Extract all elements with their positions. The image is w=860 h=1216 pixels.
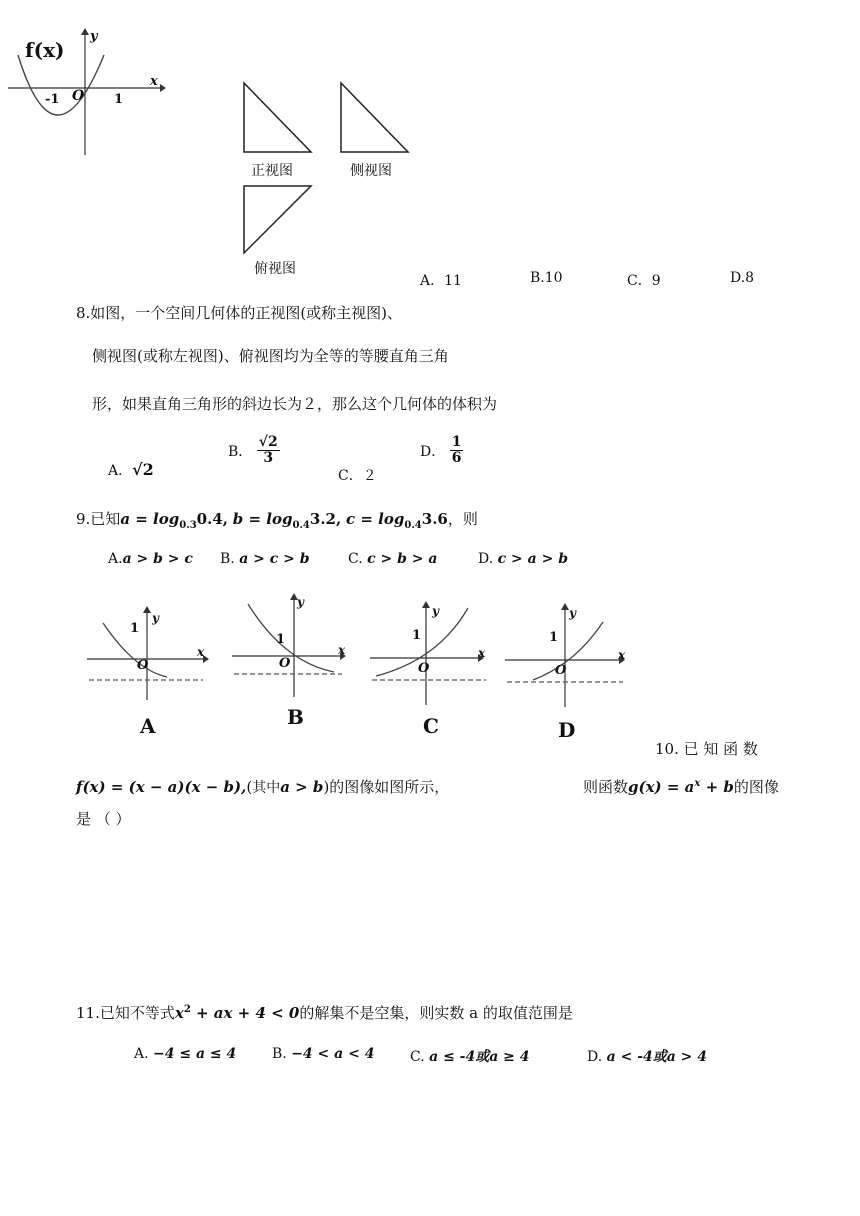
q8-line-2: 侧视图(或称左视图)、俯视图均为全等的等腰直角三角	[92, 347, 449, 365]
q9-suffix: ，则	[447, 510, 478, 528]
q9-c-arg: 3.6	[421, 510, 448, 528]
q9-option-b	[220, 551, 310, 567]
q11-option-c-label: C.	[410, 1049, 425, 1065]
front-view-triangle	[243, 82, 323, 157]
q11-option-b-label: B.	[272, 1046, 287, 1062]
graph-b-origin: O	[279, 656, 291, 671]
q9-b-base: 0.4	[292, 520, 310, 531]
q9-option-d	[478, 551, 568, 567]
q8-option-d-den: 6	[451, 450, 462, 467]
q9-sep-1: ,	[222, 510, 228, 528]
q8-option-a-label: A．	[108, 463, 133, 479]
q9-prefix: 9.已知	[76, 510, 121, 528]
graph-d-svg	[503, 602, 633, 712]
graph-a-origin: O	[137, 658, 149, 673]
q7-option-b: B.10	[530, 270, 563, 286]
graph-d-origin: O	[555, 663, 567, 678]
graph-b-x: x	[338, 643, 346, 657]
fx-label: f(x)	[25, 38, 65, 62]
q10-paren-close: )	[323, 778, 330, 796]
top-view-caption: 俯视图	[254, 261, 296, 277]
q10-line-1	[76, 776, 449, 797]
q8-option-d-num: 1	[451, 434, 462, 450]
q9-b-arg: 3.2	[309, 510, 336, 528]
q8-option-d-fraction	[450, 435, 464, 467]
q8-option-b-label: B．	[228, 443, 253, 460]
q11-option-d	[587, 1046, 707, 1066]
graph-a-svg	[85, 605, 215, 705]
graph-a-label: A	[140, 714, 156, 738]
top-view-triangle	[243, 185, 323, 260]
graph-c-x: x	[478, 646, 486, 660]
side-view-triangle	[340, 82, 420, 157]
q11-option-a	[134, 1046, 236, 1062]
q9-option-b-label: B.	[220, 551, 235, 567]
q9-a-arg: 0.4	[196, 510, 223, 528]
q8-option-c: C．２	[338, 468, 377, 484]
q10-head: 10. 已 知 函 数	[655, 740, 758, 758]
fx-origin: O	[72, 88, 85, 104]
q8-option-b	[228, 435, 280, 467]
q8-option-b-num: √2	[258, 434, 278, 450]
q9-option-d-label: D.	[478, 551, 494, 567]
q10-then: 则函数	[583, 778, 629, 796]
q11-option-c	[410, 1046, 530, 1066]
q11-option-b	[272, 1046, 374, 1062]
fx-x-label: x	[150, 74, 158, 89]
q8-option-b-fraction	[257, 435, 280, 467]
q8-line-1: 8.如图，一个空间几何体的正视图(或称主视图)、	[76, 304, 403, 322]
graph-d-one: 1	[549, 630, 559, 645]
side-view-caption: 侧视图	[350, 163, 392, 179]
graph-a-one: 1	[130, 621, 140, 636]
q10-qi-zhong: 其中	[252, 780, 281, 796]
graph-c-origin: O	[418, 661, 430, 676]
q11-prefix: 11.已知不等式	[76, 1004, 175, 1022]
graph-a-y: y	[152, 611, 159, 625]
q8-option-a-math: √2	[132, 460, 154, 479]
q9-option-a-label: A.	[108, 551, 123, 567]
q11-stem	[76, 1002, 573, 1023]
q9-stem	[76, 508, 478, 531]
q9-option-c	[348, 551, 437, 567]
q8-option-a	[108, 460, 154, 480]
q9-option-c-math: c > b > a	[367, 551, 438, 567]
q9-sep-2: ,	[336, 510, 342, 528]
fx-y-label: y	[90, 29, 98, 44]
q9-a-expr: a = log	[120, 510, 180, 528]
q10-f-math: f(x) = (x − a)(x − b),	[76, 778, 247, 796]
graph-d-y: y	[569, 606, 576, 620]
q8-option-d	[420, 435, 463, 467]
q9-option-d-math: c > a > b	[497, 551, 568, 567]
q11-suffix: 的解集不是空集，则实数 a 的取值范围是	[299, 1004, 573, 1022]
q11-ineq-sup: 2	[183, 1004, 191, 1015]
graph-b-one: 1	[276, 632, 286, 647]
q8-option-b-den: 3	[263, 450, 274, 467]
q11-option-d-math: a < -4或a > 4	[606, 1049, 708, 1065]
graph-d-x: x	[618, 648, 626, 662]
graph-b-y: y	[297, 595, 304, 609]
graph-b-label: B	[287, 705, 304, 729]
graph-d-label: D	[558, 718, 576, 742]
q10-mid: 的图像如图所示，	[329, 778, 450, 796]
q9-c-expr: c = log	[346, 510, 405, 528]
q9-a-base: 0.3	[179, 520, 197, 531]
graph-c-y: y	[432, 604, 439, 618]
q9-option-a-math: a > b > c	[122, 551, 193, 567]
q11-ineq-rest: + ax + 4 < 0	[190, 1004, 300, 1022]
fx-tick-neg: -1	[45, 92, 60, 107]
q9-option-c-label: C.	[348, 551, 363, 567]
front-view-caption: 正视图	[251, 163, 293, 179]
fx-tick-pos: 1	[114, 92, 124, 107]
q10-g-tail: + b	[700, 778, 734, 796]
q11-ineq-x: x	[174, 1004, 184, 1022]
q11-option-a-math: −4 ≤ a ≤ 4	[153, 1046, 237, 1062]
q10-g-math: g(x) = a	[628, 778, 695, 796]
q9-option-b-math: a > c > b	[239, 551, 310, 567]
graph-c-one: 1	[412, 628, 422, 643]
q7-option-c: C．9	[627, 273, 661, 289]
q7-option-a: A．11	[420, 273, 462, 289]
q10-line-2: 是 （ ）	[76, 810, 131, 828]
q11-option-b-math: −4 < a < 4	[291, 1046, 375, 1062]
q9-b-expr: b = log	[232, 510, 293, 528]
q11-option-c-math: a ≤ -4或a ≥ 4	[429, 1049, 530, 1065]
q8-line-3: 形，如果直角三角形的斜边长为２，那么这个几何体的体积为	[92, 395, 498, 413]
q9-option-a	[108, 551, 193, 567]
q11-option-a-label: A.	[134, 1046, 149, 1062]
q8-option-d-label: D．	[420, 443, 446, 460]
q10-g-exp: x	[694, 778, 701, 789]
q9-c-base: 0.4	[404, 520, 422, 531]
q10-tail: 的图像	[733, 778, 779, 796]
q7-option-d: D.8	[730, 270, 755, 286]
q10-paren-open: (	[246, 778, 253, 796]
q10-cond: a > b	[280, 778, 324, 796]
graph-a-x: x	[197, 645, 205, 659]
q10-line-1-right	[583, 776, 779, 797]
graph-c-label: C	[423, 714, 439, 738]
q11-option-d-label: D.	[587, 1049, 603, 1065]
